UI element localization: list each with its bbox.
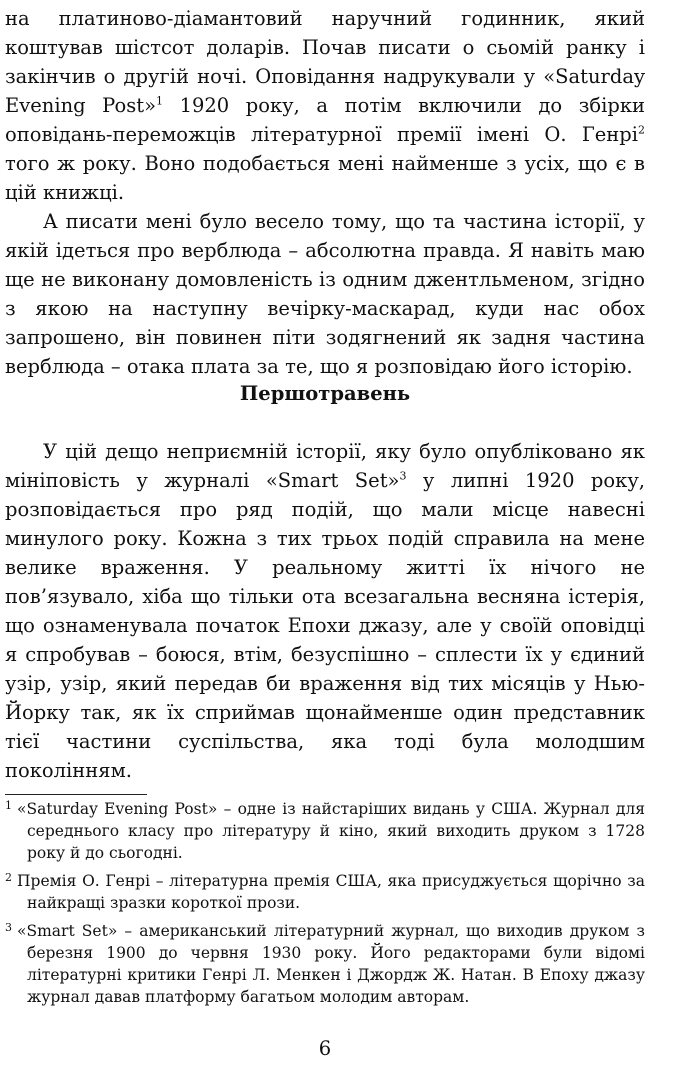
- text-run: у липні 1920 року, розповідається про ряд подій, що мали місце навесні минулого року. Кожна з тих трьох подій справила на мене велике враження. У реальному житті їх нічого не пов’язувало, хіба що тільки ота всезагальна весняна істерія, що ознаменувала початок Епохи джазу, але у своїй оповідці я спробував – боюся, втім, безуспішно – сплести їх у єдиний узір, узір, який передав би враження від тих місяців у Нью-Йорку так, як їх сприймав щонайменше один представник тієї частини суспільства, яка тоді була молодшим поколінням.: [5, 469, 645, 782]
- intro-text: [5, 4, 645, 381]
- footnote-text: Премія О. Генрі – літературна премія США, яка присуджується щорічно за найкращі зразки короткої прози.: [17, 872, 645, 912]
- footnote-divider: [5, 794, 147, 795]
- footnote-1: 1 «Saturday Evening Post» – одне із найстаріших видань у США. Журнал для середнього класу про літературу й кіно, який виходить друком з 1728 року й до сьогодні.: [5, 799, 645, 862]
- section-paragraph-1: [5, 437, 645, 785]
- footnotes: [5, 798, 645, 1014]
- text-run: 1920 року, а потім включили до збірки оповідань-переможців літературної премії імені О. Генрі: [5, 94, 646, 146]
- footnote-text: «Saturday Evening Post» – одне із найстаріших видань у США. Журнал для середнього класу про літературу й кіно, який виходить друком з 1728 року й до сьогодні.: [17, 800, 645, 862]
- footnote-text: «Smart Set» – американський літературний журнал, що виходив друком з березня 1900 до червня 1930 року. Його редакторами були відомі літературні критики Генрі Л. Менкен і Джордж Ж. Натан. В Епоху джазу журнал давав платформу багатьом молодим авторам.: [17, 922, 645, 1006]
- page-number: 6: [318, 1037, 332, 1060]
- section-text: [5, 437, 645, 785]
- intro-paragraph-2: А писати мені було весело тому, що та частина історії, у якій ідеться про верблюда – абсолютна правда. Я навіть маю ще не виконану домовленість із одним джентльменом, згідно з якою на наступну вечірку-маскарад, куди нас обох запрошено, він повинен піти зодягнений як задня частина верблюда – отака плата за те, що я розповідаю його історію.: [5, 210, 645, 378]
- footnote-ref-1: 1: [156, 94, 164, 108]
- text-run: на платиново-діамантовий наручний годинник, який коштував шістсот доларів. Почав писати о сьомій ранку і закінчив о другій ночі. Оповідання надрукували у «Saturday Evening Post»: [5, 7, 645, 117]
- footnote-ref-2: 2: [638, 123, 645, 137]
- text-run: У цій дещо неприємній історії, яку було опубліковано як мініповість у журналі «Smart Set»: [5, 440, 645, 492]
- footnote-3: 3 «Smart Set» – американський літературний журнал, що виходив друком з березня 1900 до червня 1930 року. Його редакторами були відомі літературні критики Генрі Л. Менкен і Джордж Ж. Натан. В Епоху джазу журнал давав платформу багатьом молодим авторам.: [5, 921, 645, 1006]
- text-run: того ж року. Воно подобається мені найменше з усіх, що є в цій книжці.: [5, 152, 645, 204]
- intro-paragraph-1: [5, 4, 645, 207]
- section-heading: Першотравень: [239, 382, 411, 405]
- footnote-2: 2 Премія О. Генрі – літературна премія США, яка присуджується щорічно за найкращі зразки короткої прози.: [5, 871, 645, 912]
- footnote-ref-3: 3: [399, 469, 407, 483]
